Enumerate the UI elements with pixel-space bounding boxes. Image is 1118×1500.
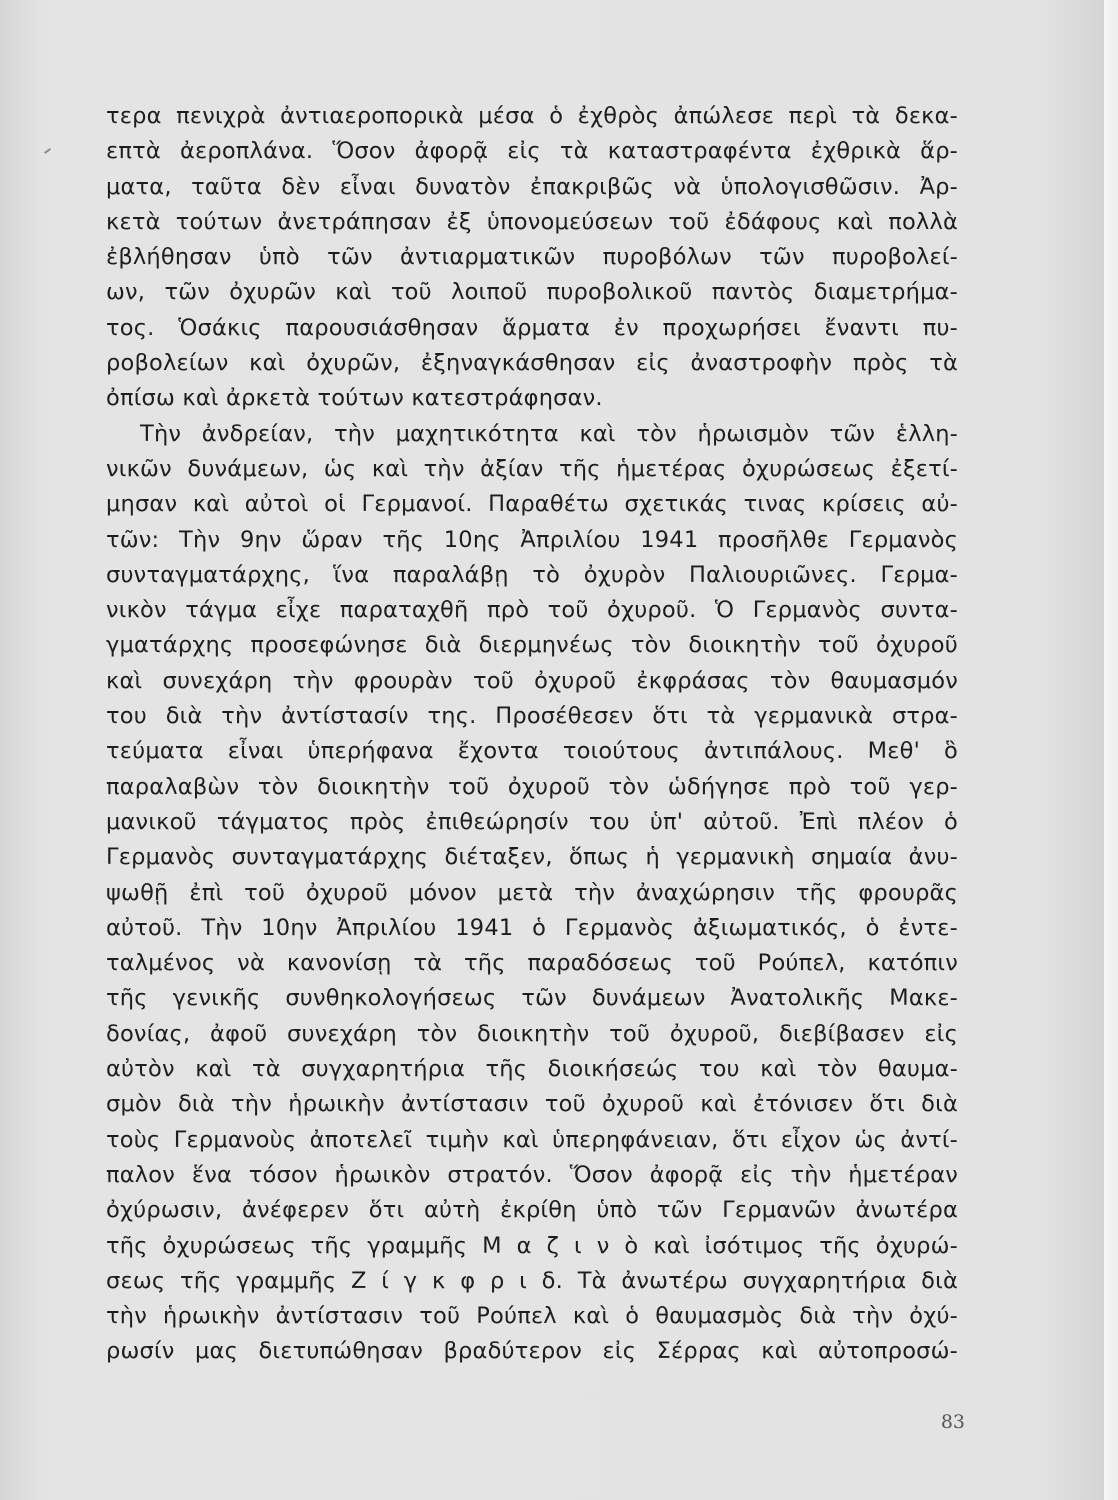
text-line: ὀπίσω καὶ ἀρκετὰ τούτων κατεστράφησαν. [106,385,603,412]
text-line: τερα πενιχρὰ ἀντιαεροπορικὰ μέσα ὁ ἐχθρὸς ἀπώλεσε περὶ τὰ δεκα- [106,103,958,129]
text-line: σμὸν διὰ τὴν ἡρωικὴν ἀντίστασιν τοῦ ὀχυροῦ καὶ ἐτόνισεν ὅτι διὰ [106,1091,958,1118]
ink-mark [44,148,51,154]
text-line: σεως τῆς γραμμῆς Ζ ί γ κ φ ρ ι δ. Τὰ ἀνωτέρω συγχαρητήρια διὰ [106,1267,958,1294]
text-line: τῆς γενικῆς συνθηκολογήσεως τῶν δυνάμεων Ἀνατολικῆς Μακε- [106,985,958,1012]
text-line: παλον ἕνα τόσον ἡρωικὸν στρατόν. Ὅσον ἀφορᾷ εἰς τὴν ἡμετέραν [106,1161,958,1188]
text-line: παραλαβὼν τὸν διοικητὴν τοῦ ὀχυροῦ τὸν ὡδήγησε πρὸ τοῦ γερ- [106,773,958,800]
page-edge [1104,0,1118,1500]
text-line: ταλμένος νὰ κανονίσῃ τὰ τῆς παραδόσεως τοῦ Ρούπελ, κατόπιν [106,950,958,977]
text-line: του διὰ τὴν ἀντίστασίν της. Προσέθεσεν ὅτι τὰ γερμανικὰ στρα- [106,703,958,730]
text-line: τῆς ὀχυρώσεως τῆς γραμμῆς Μ α ζ ι ν ὸ καὶ ἰσότιμος τῆς ὀχυρώ- [106,1232,958,1259]
text-line: ἐβλήθησαν ὑπὸ τῶν ἀντιαρματικῶν πυροβόλων τῶν πυροβολεί- [106,244,958,271]
text-line: τὴν ἡρωικὴν ἀντίστασιν τοῦ Ρούπελ καὶ ὁ θαυμασμὸς διὰ τὴν ὀχύ- [106,1303,958,1330]
text-line: συνταγματάρχης, ἵνα παραλάβῃ τὸ ὀχυρὸν Παλιουριῶνες. Γερμα- [106,561,958,588]
text-line: επτὰ ἀεροπλάνα. Ὅσον ἀφορᾷ εἰς τὰ καταστραφέντα ἐχθρικὰ ἅρ- [106,138,958,165]
text-line: αὐτοῦ. Τὴν 10ην Ἀπριλίου 1941 ὁ Γερμανὸς ἀξιωματικός, ὁ ἐντε- [106,914,958,941]
text-line: ρωσίν μας διετυπώθησαν βραδύτερον εἰς Σέρρας καὶ αὐτοπροσώ- [106,1338,958,1365]
text-line: νικῶν δυνάμεων, ὡς καὶ τὴν ἀξίαν τῆς ἡμετέρας ὀχυρώσεως ἐξετί- [106,455,958,482]
text-line: ροβολείων καὶ ὀχυρῶν, ἐξηναγκάσθησαν εἰς ἀναστροφὴν πρὸς τὰ [106,350,958,377]
text-line: ὀχύρωσιν, ἀνέφερεν ὅτι αὐτὴ ἐκρίθη ὑπὸ τῶν Γερμανῶν ἀνωτέρα [106,1197,958,1224]
text-line: κετὰ τούτων ἀνετράπησαν ἐξ ὑπονομεύσεων τοῦ ἐδάφους καὶ πολλὰ [106,208,958,235]
text-line: Τὴν ἀνδρείαν, τὴν μαχητικότητα καὶ τὸν ἡρωισμὸν τῶν ἑλλη- [140,420,958,447]
text-line: γματάρχης προσεφώνησε διὰ διερμηνέως τὸν διοικητὴν τοῦ ὀχυροῦ [106,632,958,659]
text-line: ματα, ταῦτα δὲν εἶναι δυνατὸν ἐπακριβῶς νὰ ὑπολογισθῶσιν. Ἀρ- [106,173,958,200]
text-line: τῶν: Τὴν 9ην ὥραν τῆς 10ης Ἀπριλίου 1941 προσῆλθε Γερμανὸς [106,526,958,553]
text-line: τοὺς Γερμανοὺς ἀποτελεῖ τιμὴν καὶ ὑπερηφάνειαν, ὅτι εἶχον ὡς ἀντί- [106,1126,958,1153]
text-line: τεύματα εἶναι ὑπερήφανα ἔχοντα τοιούτους ἀντιπάλους. Μεθ' ὃ [106,738,958,765]
text-line: μανικοῦ τάγματος πρὸς ἐπιθεώρησίν του ὑπ' αὐτοῦ. Ἐπὶ πλέον ὁ [106,808,958,835]
body-text [106,99,958,1370]
text-line: αὐτὸν καὶ τὰ συγχαρητήρια τῆς διοικήσεώς του καὶ τὸν θαυμα- [106,1056,958,1083]
text-line: δονίας, ἀφοῦ συνεχάρη τὸν διοικητὴν τοῦ ὀχυροῦ, διεβίβασεν εἰς [106,1020,958,1047]
text-line: τος. Ὁσάκις παρουσιάσθησαν ἅρματα ἐν προχωρήσει ἔναντι πυ- [106,314,958,341]
text-line: νικὸν τάγμα εἶχε παραταχθῆ πρὸ τοῦ ὀχυροῦ. Ὁ Γερμανὸς συντα- [106,597,958,624]
text-line: μησαν καὶ αὐτοὶ οἱ Γερμανοί. Παραθέτω σχετικάς τινας κρίσεις αὐ- [106,491,958,518]
page-number: 83 [940,1411,965,1433]
text-line: καὶ συνεχάρη τὴν φρουρὰν τοῦ ὀχυροῦ ἐκφράσας τὸν θαυμασμόν [106,667,958,694]
text-line: ων, τῶν ὀχυρῶν καὶ τοῦ λοιποῦ πυροβολικοῦ παντὸς διαμετρήμα- [106,279,958,306]
text-line: Γερμανὸς συνταγματάρχης διέταξεν, ὅπως ἡ γερμανικὴ σημαία ἀνυ- [106,844,958,871]
text-line: ψωθῇ ἐπὶ τοῦ ὀχυροῦ μόνον μετὰ τὴν ἀναχώρησιν τῆς φρουρᾶς [106,879,958,906]
